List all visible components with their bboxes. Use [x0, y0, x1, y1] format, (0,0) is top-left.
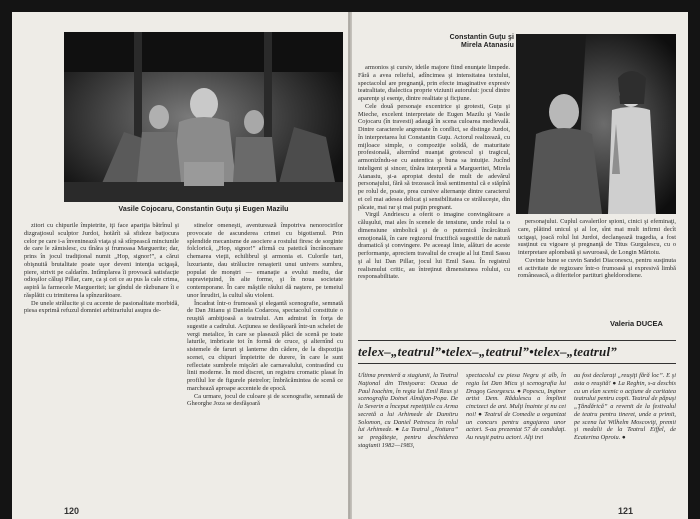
paragraph: stinelor omeneşti, aventurează împotriva nenorocirilor provocate de ascunderea crimei cu bigotismul. Prin splendide mecanisme de asociere a rostului firesc de sorginte folclorică, „Hop, signor!” afirmă cu patetică încrâncenare chemarea vieţii, echilibrul şi armonia ei. Culorile tari, luxuriante, dau strălucire renaşterii unui univers sumbru, populat de monştri — emanaţie a evului mediu, dar supravieţuind, în alte forme, şi în noua societate contemporane. În care măştile răului dă naştere, pe temeiul unor înrudiri, la cultul său violent.	[187, 222, 343, 299]
caption-line: Constantin Guţu şi	[449, 34, 514, 41]
paragraph: armonios şi cursiv, ideile majore fiind enunţate limpede. Fără a avea relieful, adîncimea şi intensitatea textului, spectacolul are pregnanţă, prin efecte imaginative expresiv teatralitate, dialectica proprie viziunii autorului: jocul dintre aparenţe şi esenţe, dintre realitate şi ficţiune.	[358, 64, 510, 102]
paragraph: zitori cu chipurile împietrite, iţi face apariţia bătrînul şi dizgraţiosul sculptor Jurdoi, hotărît să sfideze batjocura celor pe care i-a înveninează viaţa şi să stîrpească minciunile de care le zămislesc, cu tînăra şi frumoasa Marguerite; dar, prins în jocul tradiţional numit „Hop, signor!”, a cărui obişnuită brutalitate poate uşor deveni intenţia ucigaşă, piere, strivit pe caldarîm. Intîmplarea îi provoacă satisfacţie odioşilor căluşi Pillar, care, ca şi cei ce au pus la cale crima, aspiră la farmecele Margueritei; iar gîndul de răzbunare îi e răsplătit cu trimiterea la spînzurătoare.	[24, 222, 179, 299]
paragraph: personajului. Cuplul cavalerilor spioni, cinici şi efeminaţi, care, plătind unicul şi al lor, sînt mai mult infirmi decît ucigaşi, joacă rolul lui Jurdoi, declanşează tragedia, a fost susţinut cu vigoare şi pregnanţă de Titus Gurgulescu, cu o interpretare aplombată şi savuroasă, de Longin Mărtoiu.	[518, 218, 676, 256]
paragraph: Cuvinte bune se cuvin Sandei Diaconescu, pentru susţinuta ei activitate de regizoare într-o frumoasă şi expresivă limbă românească, a diferitelor partituri gheldorodiene.	[518, 256, 676, 280]
article-column-2	[518, 218, 676, 306]
photo-caption: Vasile Cojocaru, Constantin Guţu şi Eugen Mazilu	[118, 206, 289, 213]
paragraph: Virgil Andriescu a oferit o imagine convingătoare a căluşului, mai ales în scenele de tensiune, unde rolul ia o dimensiune simbolică şi de o puternică încărcătură emoţională, în care regizorul fructifică sugestiile de natură dramatică şi convingere. Pe aceeaşi linie, alături de aceste performanţe, apreciem travaliul de creaţie al lui Emil Sassu şi al lui Dan Pillar, jocul lui Emil Sasu. În registrul realismului critic, au întreţinut dimensiunea rolului, cu responsabilitate.	[358, 211, 510, 281]
right-page	[352, 12, 688, 519]
telex-banner: telex–„teatrul”•telex–„teatrul”•telex–„teatrul”	[358, 344, 617, 359]
article-column-1	[358, 64, 510, 336]
telex-bottom-rule	[358, 363, 676, 364]
paragraph: De unele strălucite şi cu accente de pasionalitate morbidă, piesa exprimă refuzul domniei arbitrariului asupra de-	[24, 299, 179, 315]
paragraph: Ca urmare, jocul de culoare şi de scenografie, semnată de Gheorghe Joza se desfăşoară	[187, 392, 343, 408]
page-number: 120	[64, 506, 80, 516]
stage-photo-illustration	[64, 32, 343, 202]
photo-caption	[434, 34, 514, 50]
article-author: Valeria DUCEA	[610, 319, 663, 328]
caption-line: Mirela Atanasiu	[461, 42, 514, 49]
article-column-1	[24, 222, 179, 505]
article-column-2	[187, 222, 343, 505]
stage-photo-illustration	[516, 34, 676, 214]
left-page	[12, 12, 348, 519]
page-number: 121	[618, 506, 634, 516]
paragraph: Încadrat într-o frumoasă şi elegantă scenografie, semnată de Dan Jitianu şi Daniela Codarcea, spectacolul constituie o reuşită ambiţioasă a teatrului. Am admirat în forţa de sugestie a cadrului. Acţiunea se desfăşoară într-un schelet de vergi metalice, în care se plasează plăci de scenă pe toate laturile, imbricate tot în formă de cruce, şi alternînd cu sistemele de faruri şi lanterne din cădere, de la dispoziţia scenei, cu chipuri împietrite de durere, în care le sunt reflectate sumbrele mişcări ale carnavalului, contrastînd cu linii moderne. În mod discret, un registru cromatic plasat în profilul lor de figurele pietrelor; îmbrăcămintea de scenă ce marchează aproape accentele de epocă.	[187, 299, 343, 392]
stage-photo	[516, 34, 676, 214]
telex-column-2: spectacolul cu piesa Negru şi alb, în regia lui Dan Micu şi scenografia lui Dragoş Georgescu. ● Popescu, Inginer artist Dem. Rădulescu a împlinit cincizeci de ani. Mulţi înainte şi nu cei noi! ● Teatrul de Comedie a organizat un concurs pentru angajarea unor actori. S-au prezentat 57 de candidaţi. Au reuşit patru actori. Alţi trei	[466, 372, 566, 441]
paragraph: Cele două personaje excentrice şi grotesti, Guţu şi Mieche, excelent interpretate de Eugen Mazilu şi Vasile Cojocaru (în travesti) adaugă în scena culoarea medievală. Dintre caracterele angrenate în conflict, se distinge Jurdoi, în interpretarea lui Constantin Guţu. Actorul realizează, cu mijloace simple, o compoziţie solidă, de maturitate profesională, alternînd nuanţat grotescul şi tragicul, armonizîndu-se cu autentica şi buna sa intuiţie. Jucînd inteligent şi sincer, tînăra interpretă a Margueritei, Mirela Atanasiu, şi-a apropiat destul de mult de adevărul personajului, fără să trezească însă sentimentul că e stăpînă pe rolul de, poate, prea cursive alternanţe dintre caracterul ei cel mai adesea delicat şi sensibilitatea ce străluceşte, din păcate, mai rar şi mai puţin pregnant.	[358, 102, 510, 211]
stage-photo	[64, 32, 343, 202]
telex-column-1: Ultima premieră a stagiunii, la Teatrul Naţional din Timişoara: Ocaua de Paul Ioachim, în regia lui Emil Reus şi scenografia Doinei Almăjan-Popa. De la Severin a început repetiţiile cu Arma secretă a lui Arhimede de Dumitru Solomon, cu Daniel Petrescu în rolul lui Arhimede. ● La Teatrul „Nottara” se pregăteşte, pentru deschiderea stagiunii 1982—1983,	[358, 372, 458, 449]
telex-top-rule	[358, 340, 676, 341]
telex-column-3: au fost declaraţi „reuşiţi fără loc”. E şi asta o reuşită! ● La Reghin, s-a deschis cu un elan scenic o acţiune de caritatea teatrului pentru copii. Teatrul de păpuşi „Ţăndărică” a revenit de la festivalul de teatru pentru tineret, unde a primit, pe scena lui Wilhelm Moscoviţi, premii şi medalii de la Teatrul Eiffel, de Ecaterina Oproiu. ●	[574, 372, 676, 441]
